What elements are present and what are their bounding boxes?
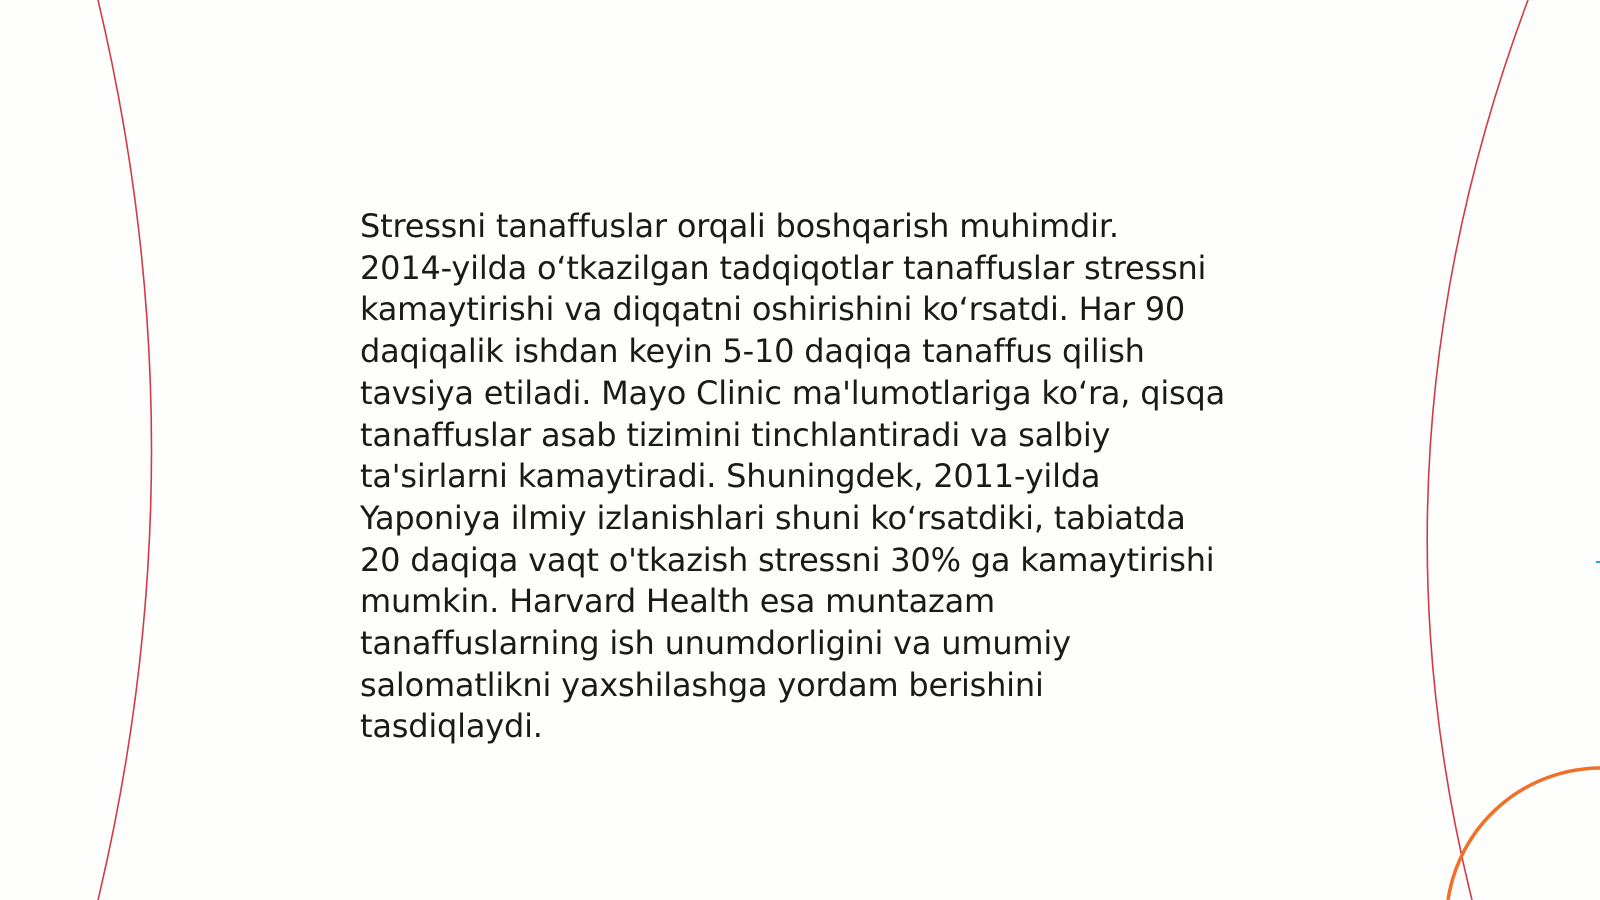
body-paragraph: [360, 206, 1260, 748]
right-curve-line: [1427, 0, 1528, 900]
text-line: Yaponiya ilmiy izlanishlari shuni koʻrsatdiki, tabiatda: [360, 498, 1186, 537]
text-line: mumkin. Harvard Health esa muntazam: [360, 582, 995, 621]
text-line: tanaffuslar asab tizimini tinchlantiradi va salbiy: [360, 415, 1111, 454]
text-line: 20 daqiqa vaqt o'tkazish stressni 30% ga kamaytirishi: [360, 540, 1215, 579]
text-line: daqiqalik ishdan keyin 5-10 daqiqa tanaffus qilish: [360, 332, 1145, 371]
left-curve-line: [98, 0, 152, 900]
text-line: tanaffuslarning ish unumdorligini va umumiy: [360, 624, 1071, 663]
text-line: Stressni tanaffuslar orqali boshqarish muhimdir.: [360, 207, 1119, 245]
orange-arc: [1448, 768, 1600, 900]
text-line: 2014-yilda oʻtkazilgan tadqiqotlar tanaffuslar stressni: [360, 248, 1207, 287]
text-line: ta'sirlarni kamaytiradi. Shuningdek, 2011-yilda: [360, 457, 1101, 496]
text-line: tasdiqlaydi.: [360, 707, 543, 746]
text-line: salomatlikni yaxshilashga yordam berishini: [360, 665, 1044, 704]
text-line: tavsiya etiladi. Mayo Clinic ma'lumotlariga koʻra, qisqa: [360, 373, 1226, 412]
text-line: kamaytirishi va diqqatni oshirishini koʻrsatdi. Har 90: [360, 290, 1186, 329]
